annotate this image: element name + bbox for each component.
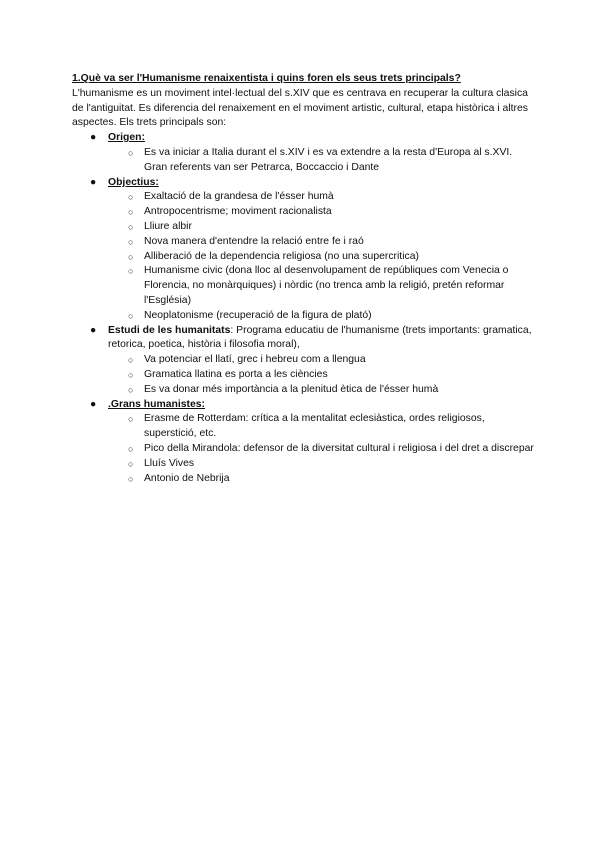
sub-list-item: ○ Es va iniciar a Italia durant el s.XIV i es va extendre a la resta d'Europa al s.XVI. Gran referents van ser Petrarca, Boccaccio i Dante: [128, 146, 513, 173]
list-item-grans-humanistes: [72, 398, 537, 487]
circle-bullet-icon: ○: [128, 266, 134, 277]
sub-list: [108, 412, 537, 486]
sub-list-item: ○ Humanisme civic (dona lloc al desenvolupament de repúbliques com Venecia o Florencia, no monàrquiques) i nòrdic (no trenca amb la religió, pretén reformar l'Església): [128, 265, 509, 306]
intro-paragraph: L'humanisme es un moviment intel·lectual del s.XIV que es centrava en recuperar la cultura clasica de l'antiguitat. Es diferencia del renaixement en el moviment artistic, cultural, etapa històrica i altres aspectes. Els trets principals son:: [72, 87, 528, 129]
sub-list-item: ○ Es va donar més importància a la plenitud ètica de l'ésser humà: [72, 383, 537, 398]
sub-list-item: ○ Nova manera d'entendre la relació entre fe i raó: [72, 235, 537, 250]
list-item-estudi-humanitats: [72, 324, 537, 398]
sub-list-item: ○ Gramatica llatina es porta a les ciències: [72, 368, 537, 383]
sub-list-item: ○ Lluís Vives: [72, 457, 537, 472]
sub-list: [108, 190, 537, 323]
main-list: [72, 131, 537, 486]
circle-bullet-icon: ○: [128, 443, 134, 454]
section-heading: Objectius:: [108, 176, 159, 188]
bullet-icon: ●: [90, 324, 97, 336]
list-item-objectius: [72, 176, 537, 324]
circle-bullet-icon: ○: [128, 192, 134, 203]
bullet-icon: ●: [90, 176, 97, 188]
section-text: : Programa educatiu de l'humanisme (trets importants: gramatica, retorica, poetica, història i filosofia moral),: [108, 324, 532, 351]
sub-list-item: ○ Antonio de Nebrija: [72, 472, 537, 487]
circle-bullet-icon: ○: [128, 310, 134, 321]
section-heading: .Grans humanistes:: [108, 398, 206, 410]
circle-bullet-icon: ○: [128, 458, 134, 469]
circle-bullet-icon: ○: [128, 236, 134, 247]
sub-list: [108, 146, 537, 176]
list-item-origen: [72, 131, 537, 175]
question-title: 1.Què va ser l'Humanisme renaixentista i quins foren els seus trets principals?: [72, 73, 461, 84]
sub-list-item: ○ Exaltació de la grandesa de l'ésser humà: [72, 190, 537, 205]
bullet-icon: ●: [90, 398, 97, 410]
section-heading: Origen:: [108, 132, 145, 144]
circle-bullet-icon: ○: [128, 355, 134, 366]
circle-bullet-icon: ○: [128, 369, 134, 380]
sub-list-item: ○ Antropocentrisme; moviment racionalista: [72, 205, 537, 220]
sub-list-item: ○ Alliberació de la dependencia religiosa (no una supercritica): [72, 250, 537, 265]
circle-bullet-icon: ○: [128, 414, 134, 425]
circle-bullet-icon: ○: [128, 473, 134, 484]
sub-list-item: ○ Erasme de Rotterdam: crítica a la mentalitat eclesiàstica, ordes religiosos, superstició, etc.: [128, 413, 485, 440]
sub-list-item: ○ Neoplatonisme (recuperació de la figura de plató): [72, 309, 537, 324]
document-page: [72, 72, 537, 486]
sub-list-item: ○ Lliure albir: [72, 220, 537, 235]
section-heading: Estudi de les humanitats: [108, 324, 231, 336]
circle-bullet-icon: ○: [128, 221, 134, 232]
circle-bullet-icon: ○: [128, 384, 134, 395]
circle-bullet-icon: ○: [128, 207, 134, 218]
bullet-icon: ●: [90, 132, 97, 144]
circle-bullet-icon: ○: [128, 251, 134, 262]
circle-bullet-icon: ○: [128, 147, 134, 158]
sub-list-item: ○ Pico della Mirandola: defensor de la diversitat cultural i religiosa i del dret a discrepar: [72, 442, 537, 457]
sub-list-item: ○ Va potenciar el llatí, grec i hebreu com a llengua: [72, 353, 537, 368]
sub-list: [108, 353, 537, 397]
